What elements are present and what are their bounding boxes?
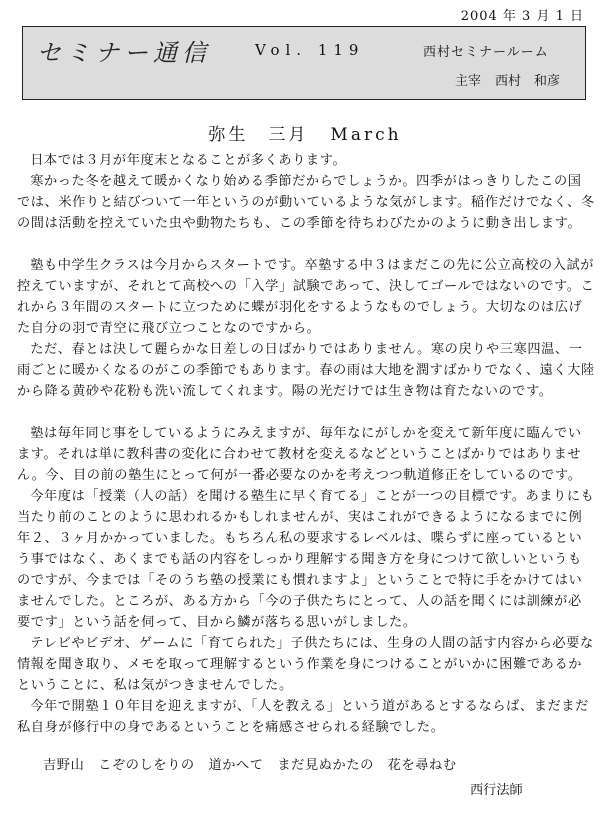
month-heading [0,120,610,145]
host-line [455,70,560,89]
newsletter-header [22,26,586,100]
paragraph-gap [17,234,595,255]
paragraph: ただ、春とは決して麗らかな日差しの日ばかりではありません。寒の戻りや三寒四温、一雨ごとに暖かくなるのがこの季節でもあります。春の雨は大地を潤すばかりでなく、遠く大陸から降る黄砂や花粉も洗い流してくれます。陽の光だけでは生き物は育たないのです。 [17,342,595,399]
poem: 吉野山 こぞのしをりの 道かへて まだ見ぬかたの 花を尋ねむ [43,758,457,773]
month-japanese: 弥生 三月 [208,125,309,145]
paragraph: 今年で開塾１０年目を迎えますが、「人を教える」という道があるとするならば、まだまだ私自身が修行中の身であるということを痛感させられる経験でした。 [17,699,589,735]
paragraph: 塾は毎年同じ事をしているようにみえますが、毎年なにがしかを変えて新年度に臨んでいます。それは単に教科書の変化に合わせて教材を変えるなどということばかりではありません。今、目の前の塾生にとって何が一番必要なのかを考えつつ軌道修正をしているのです。 [17,426,582,483]
paragraph: 日本では３月が年度末となることが多くあります。 [30,153,347,168]
article-body [17,150,595,738]
paragraph: 塾も中学生クラスは今月からスタートです。卒塾する中３はまだこの先に公立高校の入試が控えていますが、それとて高校への「入学」試験であって、決してゴールではないのです。これから３年間のスタートに立つために蝶が羽化をするようなものでしょう。大切なのは広げた自分の羽で青空に飛び立つことなのですから。 [17,258,595,336]
host-name: 西村 和彦 [495,74,561,89]
volume-number: Vol. 119 [255,41,365,59]
newsletter-title: セミナー通信 [37,39,211,67]
paragraph: 今年度は「授業（人の話）を聞ける塾生に早く育てる」ことが一つの目標です。あまりにも当たり前のことのように思われるかもしれませんが、実はこれができるようになるまでに例年２、３ヶ月かかっていました。もちろん私の要求するレベルは、喋らずに座っているという事ではなく、あくまでも話の内容をしっかり理解する聞き方を身につけて欲しいというものですが、今までは「そのうち塾の授業にも慣れますよ」ということで特に手をかけてはいませんでした。ところが、ある方から「今の子供たちにとって、人の話を聞くには訓練が必要です」という話を伺って、目から鱗が落ちる思いがしました。 [17,489,595,630]
poem-author: 西行法師 [470,783,523,798]
paragraph: 寒かった冬を越えて暖かくなり始める季節だからでしょうか。四季がはっきりしたこの国では、米作りと結びついて一年というのが動いているような気がします。稲作だけでなく、冬の間は活動を控えていた虫や動物たちも、この季節を待ちわびたかのように動き出します。 [17,174,595,231]
organization-name: 西村セミナールーム [423,45,549,60]
paragraph: テレビやビデオ、ゲームに「育てられた」子供たちには、生身の人間の話す内容から必要な情報を聞き取り、メモを取って理解するという作業を身につけることがいかに困難であるかということに、私は気がつきませんでした。 [17,636,594,693]
paragraph-gap [17,402,595,423]
issue-date: 2004 年 3 月 1 日 [460,9,584,24]
month-english: March [330,125,402,145]
host-label: 主宰 [455,74,482,89]
